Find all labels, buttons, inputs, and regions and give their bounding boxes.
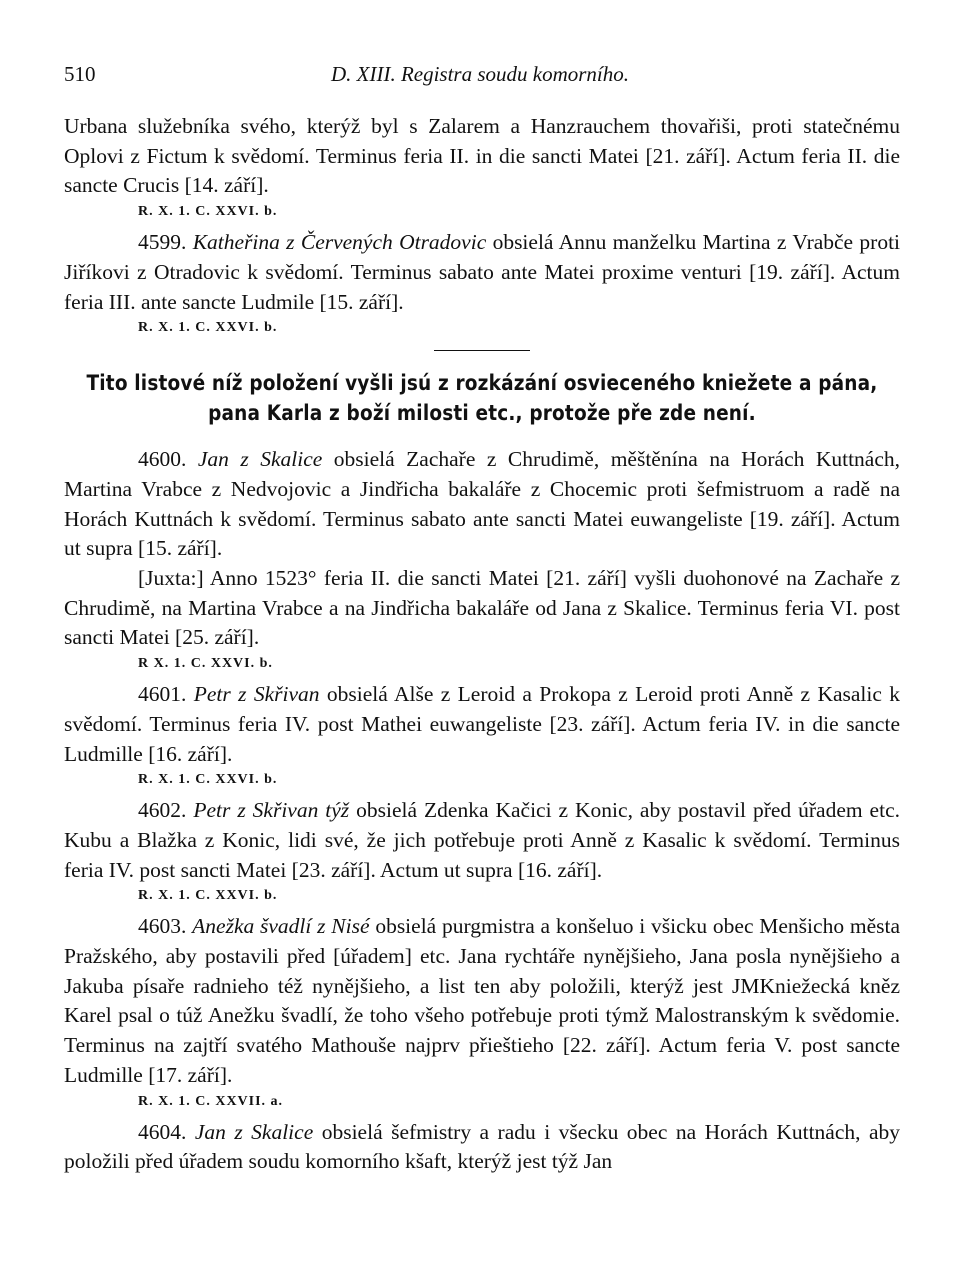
entry-continuation [64, 112, 900, 222]
page-body [64, 112, 900, 1177]
entry-person-name: Petr z Skřivan [193, 682, 320, 707]
section-heading-line: Tito listové níž položení vyšli jsú z rozkázání osvieceného kniežete a pána, [86, 371, 878, 397]
entry-note: [Juxta:] Anno 1523° feria II. die sancti Matei [21. září] vyšli duohonové na Zachaře z Chrudimě, na Martina Vrabce a na Jindřicha bakaláře od Jana z Skalice. Terminus feria VI. post sancti Matei [25. září]. [64, 566, 900, 650]
entry-number: 4602. [138, 798, 187, 823]
entry-text: 4600. Jan z Skalice obsielá Zachaře z Chrudimě, měštěnína na Horách Kuttnách, Martina Vrabce z Nedvojovic a Jindřicha bakaláře z Chocemic proti šefmistruom a radě na Horách Kuttnách k svědomí. Terminus sabato ante sancti Matei euwangeliste [19. září]. Actum ut supra [15. září]. [64, 447, 901, 561]
page-number: 510 [64, 62, 96, 86]
entry-person-name: Jan z Skalice [194, 1119, 314, 1144]
running-title: D. XIII. Registra soudu komorního. [330, 62, 630, 86]
entry-person-name: Katheřina z Červených Otradovic [192, 230, 487, 255]
entry-4600 [64, 445, 900, 674]
source-reference: R. X. 1. C. XXVI. b. [138, 888, 278, 904]
entry-person-name: Petr z Skřivan týž [193, 798, 350, 823]
entry-text: Urbana služebníka svého, kterýž byl s Zalarem a Hanzrauchem thovařiši, proti statečnému Oplovi z Fictum k svědomí. Terminus feria II. in die sancti Matei [21. září]. Actum feria II. die sancte Crucis [14. září]. [64, 114, 900, 198]
source-reference: R X. 1. C. XXVI. b. [138, 656, 273, 672]
entry-number: 4601. [138, 682, 187, 707]
entry-number: 4603. [138, 914, 187, 939]
section-heading [64, 369, 900, 429]
entry-number: 4604. [138, 1119, 187, 1144]
entry-4603 [64, 912, 900, 1111]
entry-text: 4599. Katheřina z Červených Otradovic obsielá Annu manželku Martina z Vrabče proti Jiříkovi z Otradovic k svědomí. Terminus sabato ante Matei proxime venturi [19. září]. Actum feria III. ante sancte Ludmile [15. září]. [64, 230, 901, 314]
entry-number: 4599. [138, 230, 187, 255]
entry-text: 4603. Anežka švadlí z Nisé obsielá purgmistra a konšeluo i všicku obec Menšicho města Pražského, aby postavili před [úřadem] etc. Jana rychtáře nynějšieho, Jana posla nynějšieho a Jakuba písaře radnieho též nynějšieho, a list ten aby položili, kterýž jest JMKniežecká kněz Karel psal o túž Anežku švadlí, že toho všeho potřebuje proti týmž Malostranským k svědomie. Terminus na zajtří svatého Mathouše najprv přieštieho [22. září]. Actum feria V. post sancte Ludmille [17. září]. [64, 914, 900, 1087]
section-heading-line: pana Karla z boží milosti etc., protože pře zde není. [208, 401, 756, 427]
source-reference: R. X. 1. C. XXVI. b. [138, 320, 278, 336]
entry-text: 4602. Petr z Skřivan týž obsielá Zdenka Kačici z Konic, aby postavil před úřadem etc. Kubu a Blažka z Konic, lidi své, že jich potřebuje proti Anně z Kasalic k svědomí. Terminus feria IV. post sancti Matei [23. září]. Actum ut supra [16. září]. [64, 798, 900, 882]
entry-4601 [64, 680, 900, 790]
entry-text: 4604. Jan z Skalice obsielá šefmistry a radu i všecku obec na Horách Kuttnách, aby položili před úřadem soudu komorního kšaft, kterýž jest týž Jan [64, 1119, 901, 1174]
source-reference: R. X. 1. C. XXVI. b. [138, 772, 278, 788]
entry-number: 4600. [138, 447, 187, 472]
entry-person-name: Jan z Skalice [197, 447, 323, 472]
page-header [64, 62, 896, 90]
source-reference: R. X. 1. C. XXVII. a. [138, 1093, 284, 1109]
source-reference: R. X. 1. C. XXVI. b. [138, 204, 278, 220]
entry-4602 [64, 796, 900, 906]
section-divider [434, 350, 530, 351]
entry-person-name: Anežka švadlí z Nisé [192, 914, 370, 939]
entry-text: 4601. Petr z Skřivan obsielá Alše z Leroid a Prokopa z Leroid proti Anně z Kasalic k svědomí. Terminus feria IV. post Mathei euwangeliste [23. září]. Actum feria IV. in die sancte Ludmille [16. září]. [64, 682, 901, 766]
entry-4599 [64, 228, 900, 338]
entry-4604 [64, 1118, 900, 1177]
